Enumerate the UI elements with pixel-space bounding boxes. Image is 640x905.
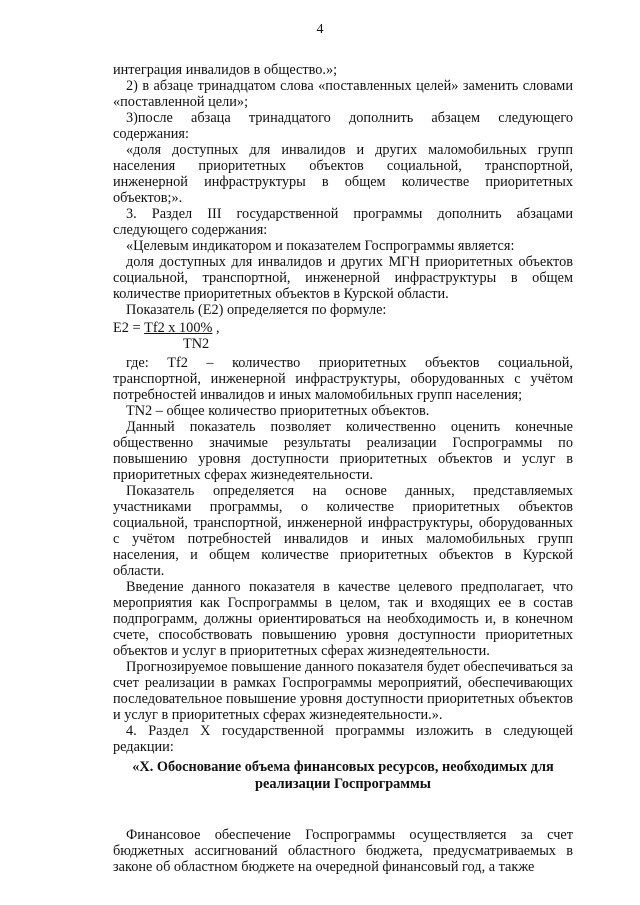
section-heading: «X. Обоснование объема финансовых ресурсов, необходимых для реализации Госпрограммы (132, 759, 554, 792)
document-body (113, 62, 573, 875)
paragraph: 4. Раздел X государственной программы изложить в следующей редакции: (113, 723, 573, 755)
paragraph: Показатель (Е2) определяется по формуле: (126, 302, 387, 318)
paragraph: интеграция инвалидов в общество.»; (113, 62, 338, 78)
paragraph: 3)после абзаца тринадцатого дополнить абзацем следующего содержания: (113, 110, 573, 142)
paragraph: «Целевым индикатором и показателем Госпрограммы является: (126, 238, 515, 254)
formula-suffix: , (212, 320, 220, 336)
paragraph: Прогнозируемое повышение данного показателя будет обеспечиваться за счет реализации в рамках Госпрограммы мероприятий, обеспечивающих последовательное повышение уровня доступности приоритетных объектов и услуг в приоритетных сферах жизнедеятельности.». (113, 659, 573, 723)
formula-prefix: Е2 = (113, 320, 145, 336)
page-number: 4 (316, 22, 324, 37)
paragraph: Введение данного показателя в качестве целевого предполагает, что мероприятия как Госпрограммы в целом, так и входящих ее в состав подпрограмм, должны ориентироваться на необходимость и, в конечном счете, способствовать повышению уровня доступности приоритетных объектов и услуг в приоритетных сферах жизнедеятельности. (113, 579, 573, 659)
paragraph: TN2 – общее количество приоритетных объектов. (126, 403, 430, 419)
paragraph: Финансовое обеспечение Госпрограммы осуществляется за счет бюджетных ассигнований областного бюджета, предусматриваемых в законе об областном бюджете на очередной финансовый год, а также (113, 827, 573, 875)
paragraph: «доля доступных для инвалидов и других маломобильных групп населения приоритетных объектов социальной, транспортной, инженерной инфраструктуры в общем количестве приоритетных объектов;». (113, 142, 573, 206)
paragraph: 3. Раздел III государственной программы дополнить абзацами следующего содержания: (113, 206, 573, 238)
formula-denominator: TN2 (183, 336, 210, 352)
paragraph: 2) в абзаце тринадцатом слова «поставленных целей» заменить словами «поставленной цели»; (113, 78, 573, 110)
formula-line (113, 320, 573, 336)
formula-numerator: Tf2 x 100% (144, 320, 213, 336)
paragraph: где: Tf2 – количество приоритетных объектов социальной, транспортной, инженерной инфраструктуры, оборудованных с учётом потребностей инвалидов и иных маломобильных групп населения; (113, 355, 573, 403)
paragraph: доля доступных для инвалидов и других МГН приоритетных объектов социальной, транспортной, инженерной инфраструктуры в общем количестве приоритетных объектов в Курской области. (113, 254, 573, 302)
paragraph: Показатель определяется на основе данных, представляемых участниками программы, о количестве приоритетных объектов социальной, транспортной, инженерной инфраструктуры, оборудованных с учётом потребностей инвалидов и иных маломобильных групп населения, и общем количестве приоритетных объектов в Курской области. (113, 483, 573, 579)
paragraph: Данный показатель позволяет количественно оценить конечные общественно значимые результаты реализации Госпрограммы по повышению уровня доступности приоритетных объектов и услуг в приоритетных сферах жизнедеятельности. (113, 419, 573, 483)
